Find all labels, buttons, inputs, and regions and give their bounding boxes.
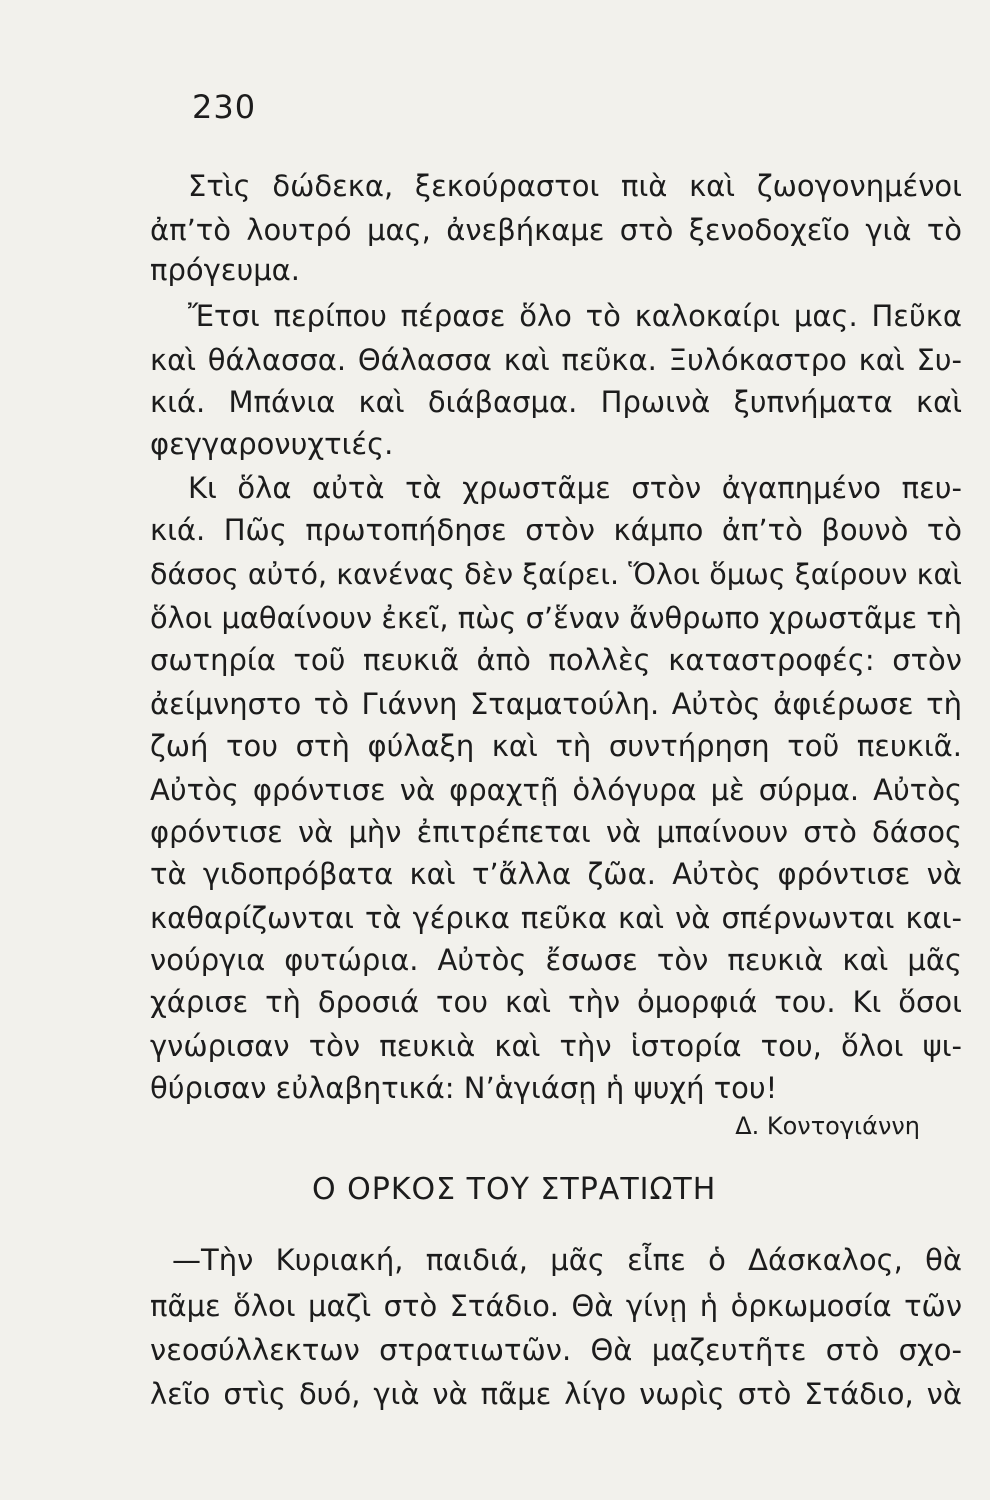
text-line: δάσος αὐτό, κανένας δὲν ξαίρει. Ὅλοι ὅμως ξαίρουν καὶ	[150, 557, 962, 591]
text-line: κιά. Μπάνια καὶ διάβασμα. Πρωινὰ ξυπνήματα καὶ	[150, 385, 963, 419]
text-line: τὰ γιδοπρόβατα καὶ τ’ἄλλα ζῶα. Αὐτὸς φρόντισε νὰ	[150, 857, 962, 891]
section-heading: Ο ΟΡΚΟΣ ΤΟΥ ΣΤΡΑΤΙΩΤΗ	[312, 1172, 717, 1207]
text-line: γνώρισαν τὸν πευκιὰ καὶ τὴν ἱστορία του, ὅλοι ψι-	[150, 1029, 963, 1063]
author-signature: Δ. Κοντογιάννη	[735, 1112, 920, 1140]
text-line: νεοσύλλεκτων στρατιωτῶν. Θὰ μαζευτῆτε στὸ σχο-	[150, 1333, 962, 1367]
text-line: ὅλοι μαθαίνουν ἐκεῖ, πὼς σ’ἕναν ἄνθρωπο χρωστᾶμε τὴ	[150, 601, 962, 635]
text-line: πᾶμε ὅλοι μαζὶ στὸ Στάδιο. Θὰ γίνῃ ἡ ὁρκωμοσία τῶν	[150, 1289, 963, 1323]
text-line: φεγγαρονυχτιές.	[150, 427, 394, 461]
text-line: κιά. Πῶς πρωτοπήδησε στὸν κάμπο ἀπ’τὸ βουνὸ τὸ	[150, 513, 963, 547]
text-line: Αὐτὸς φρόντισε νὰ φραχτῇ ὁλόγυρα μὲ σύρμα. Αὐτὸς	[150, 773, 962, 807]
text-line: Κι ὅλα αὐτὰ τὰ χρωστᾶμε στὸν ἀγαπημένο πευ-	[188, 471, 963, 505]
text-line: Ἔτσι περίπου πέρασε ὅλο τὸ καλοκαίρι μας. Πεῦκα	[188, 299, 962, 333]
text-line: φρόντισε νὰ μὴν ἐπιτρέπεται νὰ μπαίνουν στὸ δάσος	[150, 815, 963, 849]
text-line: λεῖο στὶς δυό, γιὰ νὰ πᾶμε λίγο νωρὶς στὸ Στάδιο, νὰ	[150, 1377, 962, 1411]
text-line: θύρισαν εὐλαβητικά: Ν’ἁγιάσῃ ἡ ψυχή του!	[150, 1071, 778, 1105]
text-line: πρόγευμα.	[150, 253, 301, 287]
text-line: ἀείμνηστο τὸ Γιάννη Σταματούλη. Αὐτὸς ἀφιέρωσε τὴ	[150, 687, 963, 721]
text-line: καὶ θάλασσα. Θάλασσα καὶ πεῦκα. Ξυλόκαστρο καὶ Συ-	[150, 343, 963, 377]
text-line: χάρισε τὴ δροσιά του καὶ τὴν ὀμορφιά του. Κι ὅσοι	[150, 985, 962, 1019]
text-line: καθαρίζωνται τὰ γέρικα πεῦκα καὶ νὰ σπέρνωνται και-	[150, 901, 962, 935]
text-line: ζωή του στὴ φύλαξη καὶ τὴ συντήρηση τοῦ πευκιᾶ.	[150, 729, 962, 763]
text-line: σωτηρία τοῦ πευκιᾶ ἀπὸ πολλὲς καταστροφές: στὸν	[150, 643, 962, 677]
text-line: ἀπ’τὸ λουτρό μας, ἀνεβήκαμε στὸ ξενοδοχεῖο γιὰ τὸ	[150, 213, 963, 247]
text-line: —Τὴν Κυριακή, παιδιά, μᾶς εἶπε ὁ Δάσκαλος, θὰ	[172, 1243, 962, 1277]
page-number: 230	[192, 88, 257, 126]
text-line: νούργια φυτώρια. Αὐτὸς ἔσωσε τὸν πευκιὰ καὶ μᾶς	[150, 943, 963, 977]
text-line: Στὶς δώδεκα, ξεκούραστοι πιὰ καὶ ζωογονημένοι	[188, 169, 962, 203]
